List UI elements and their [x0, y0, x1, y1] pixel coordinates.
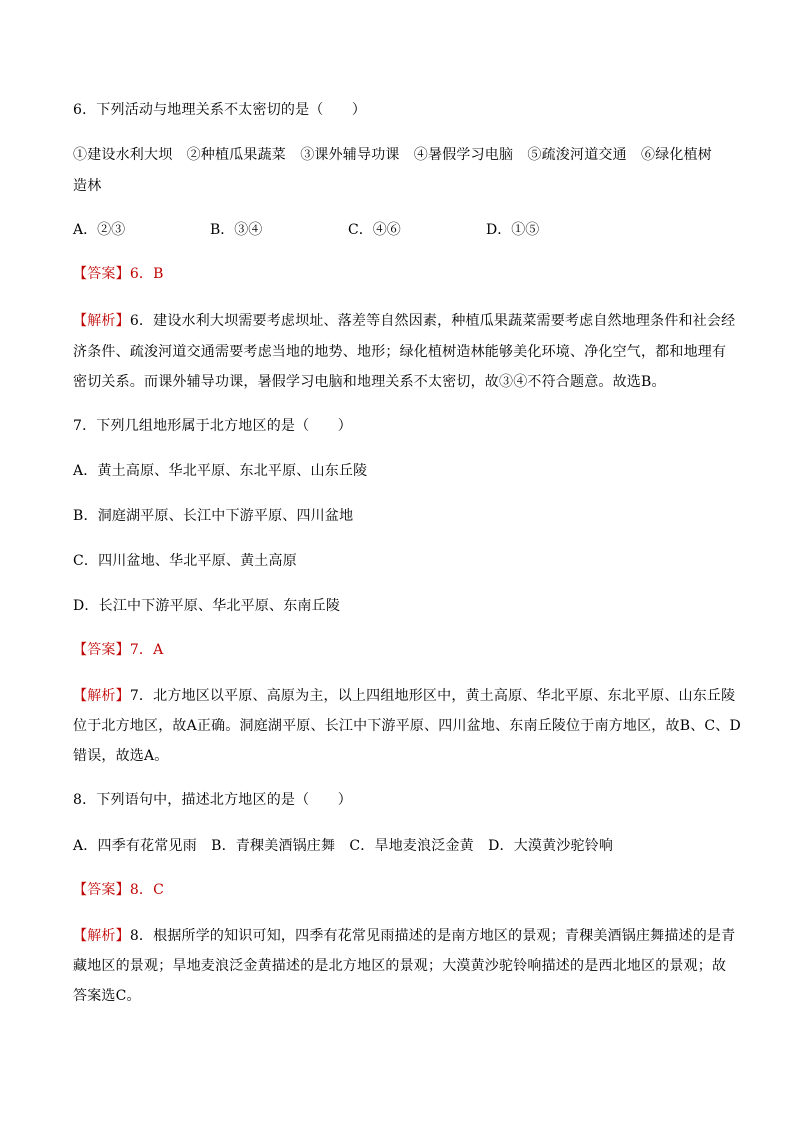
q6-stem: 6．下列活动与地理关系不太密切的是（ ）: [73, 102, 367, 118]
q8-answer-value: 8．C: [129, 882, 165, 898]
q8-analysis-line1: [73, 926, 735, 946]
q6-option-c: C．④⑥: [348, 222, 401, 238]
q6-analysis-line3: 密切关系。而课外辅导功课，暑假学习电脑和地理关系不太密切，故③④不符合题意。故选B。: [73, 374, 666, 390]
q8-answer: [73, 880, 164, 900]
q7-analysis-line3: 错误，故选A。: [73, 748, 169, 764]
q7-analysis-text1: 7．北方地区以平原、高原为主，以上四组地形区中，黄土高原、华北平原、东北平原、山东丘陵: [129, 688, 736, 704]
q8-options: A．四季有花常见雨 B．青稞美酒锅庄舞 C．旱地麦浪泛金黄 D．大漠黄沙驼铃响: [73, 838, 614, 854]
q6-option-b: B．③④: [210, 222, 263, 238]
q6-analysis-line2: 济条件、疏浚河道交通需要考虑当地的地势、地形；绿化植树造林能够美化环境、净化空气，都和地理有: [73, 344, 727, 360]
q8-analysis-line3: 答案选C。: [73, 988, 141, 1004]
q7-analysis-line1: [73, 686, 735, 706]
q7-option-b: B．洞庭湖平原、长江中下游平原、四川盆地: [73, 508, 354, 524]
q6-analysis-line1: [73, 311, 735, 331]
q6-option-d: D．①⑤: [486, 222, 540, 238]
q7-option-d: D．长江中下游平原、华北平原、东南丘陵: [73, 598, 341, 614]
q8-analysis-line2: 藏地区的景观；旱地麦浪泛金黄描述的是北方地区的景观；大漠黄沙驼铃响描述的是西北地区的景观；故: [73, 958, 727, 974]
q6-items-line2: 造林: [73, 178, 102, 194]
q6-answer-tag: 【答案】: [73, 266, 130, 282]
q8-stem: 8．下列语句中，描述北方地区的是（ ）: [73, 792, 352, 808]
q7-analysis-tag: 【解析】: [73, 688, 130, 704]
q7-answer: [73, 640, 163, 660]
q8-analysis-tag: 【解析】: [73, 928, 130, 944]
q6-items-line1: ①建设水利大坝 ②种植瓜果蔬菜 ③课外辅导功课 ④暑假学习电脑 ⑤疏浚河道交通 ⑥绿化植树: [73, 147, 712, 163]
q7-option-c: C．四川盆地、华北平原、黄土高原: [73, 553, 297, 569]
q6-answer: [73, 264, 164, 284]
q8-analysis-text1: 8．根据所学的知识可知，四季有花常见雨描述的是南方地区的景观；青稞美酒锅庄舞描述的是青: [129, 928, 736, 944]
q6-analysis-text1: 6．建设水利大坝需要考虑坝址、落差等自然因素，种植瓜果蔬菜需要考虑自然地理条件和社会经: [129, 313, 736, 329]
q6-answer-value: 6．B: [129, 266, 164, 282]
q6-option-a: A．②③: [73, 222, 126, 238]
q7-analysis-line2: 位于北方地区，故A正确。洞庭湖平原、长江中下游平原、四川盆地、东南丘陵位于南方地区，故B、C、D: [73, 718, 741, 734]
q8-answer-tag: 【答案】: [73, 882, 130, 898]
q7-answer-tag: 【答案】: [73, 642, 130, 658]
q7-option-a: A．黄土高原、华北平原、东北平原、山东丘陵: [73, 463, 368, 479]
q6-analysis-tag: 【解析】: [73, 313, 130, 329]
q7-stem: 7．下列几组地形属于北方地区的是（ ）: [73, 418, 352, 434]
q7-answer-value: 7．A: [129, 642, 164, 658]
